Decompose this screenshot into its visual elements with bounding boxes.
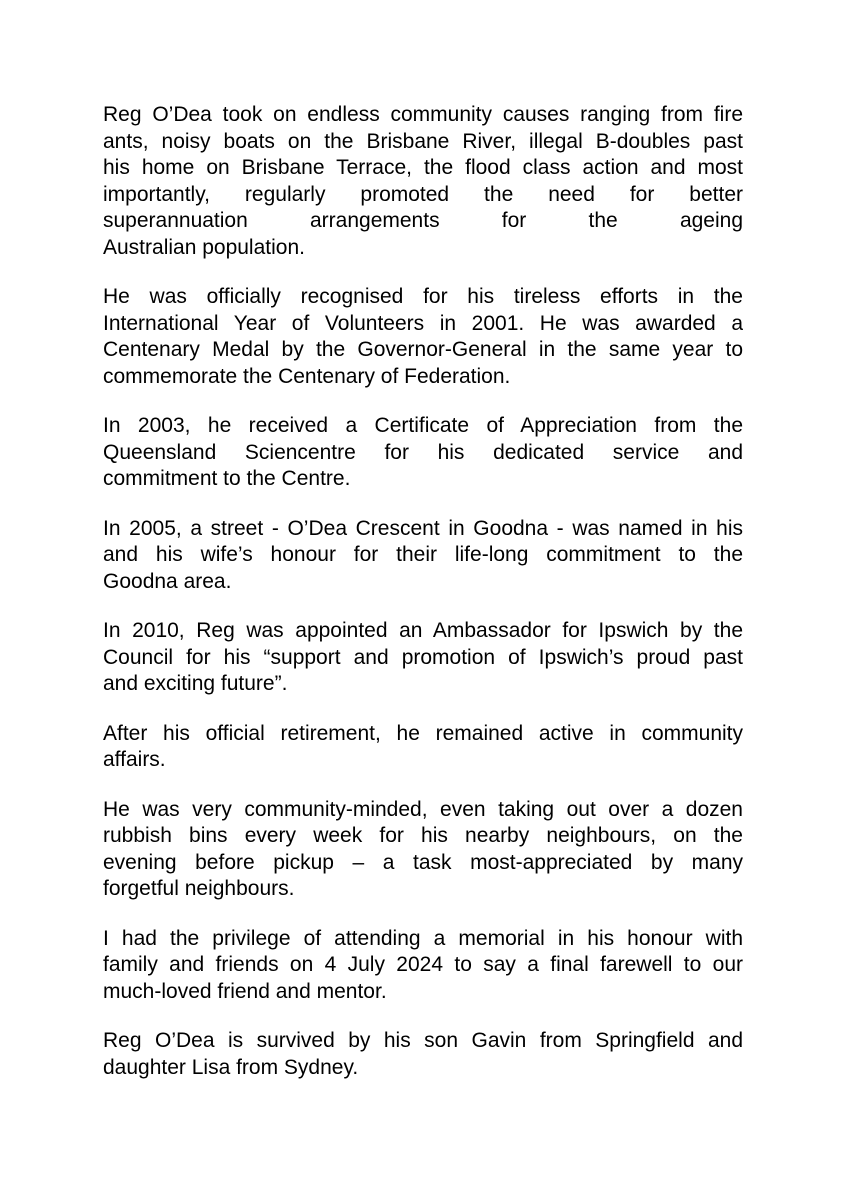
paragraph-line: daughter Lisa from Sydney. (103, 1055, 359, 1079)
paragraph (103, 516, 743, 596)
paragraph-line: Reg O’Dea took on endless community causes ranging from fire (103, 103, 743, 126)
paragraph-line: his home on Brisbane Terrace, the flood class action and most (103, 156, 743, 179)
paragraph (103, 618, 743, 698)
document-body (103, 102, 743, 1104)
paragraph-line: International Year of Volunteers in 2001. He was awarded a (103, 311, 743, 335)
paragraph-line: and his wife’s honour for their life-long commitment to the (103, 543, 743, 566)
paragraph (103, 284, 743, 390)
paragraph (103, 413, 743, 493)
paragraph-line: In 2010, Reg was appointed an Ambassador for Ipswich by the (103, 619, 743, 642)
paragraph-line: After his official retirement, he remained active in community (103, 721, 743, 745)
paragraph (103, 721, 743, 774)
paragraph-line: affairs. (103, 748, 166, 771)
paragraph-line: Goodna area. (103, 569, 232, 593)
paragraph (103, 926, 743, 1006)
paragraph-line: and exciting future”. (103, 672, 288, 695)
paragraph-line: commemorate the Centenary of Federation. (103, 364, 511, 388)
paragraph-line: Centenary Medal by the Governor-General in the same year to (103, 338, 743, 361)
paragraph-line: much-loved friend and mentor. (103, 979, 387, 1003)
paragraph-line: Reg O’Dea is survived by his son Gavin from Springfield and (103, 1029, 743, 1052)
paragraph-line: superannuation arrangements for the ageing (103, 209, 743, 232)
paragraph-line: ants, noisy boats on the Brisbane River, illegal B-doubles past (103, 129, 743, 153)
paragraph-line: evening before pickup – a task most-appreciated by many (103, 850, 743, 874)
paragraph-line: I had the privilege of attending a memorial in his honour with (103, 926, 743, 950)
paragraph-line: family and friends on 4 July 2024 to say a final farewell to our (103, 953, 743, 976)
paragraph (103, 797, 743, 903)
paragraph-line: importantly, regularly promoted the need for better (103, 182, 743, 206)
paragraph-line: In 2003, he received a Certificate of Appreciation from the (103, 414, 743, 437)
paragraph-line: In 2005, a street - O’Dea Crescent in Goodna - was named in his (103, 516, 743, 540)
paragraph-line: rubbish bins every week for his nearby neighbours, on the (103, 824, 743, 847)
paragraph-line: Australian population. (103, 235, 305, 259)
paragraph-line: Council for his “support and promotion of Ipswich’s proud past (103, 645, 743, 669)
paragraph-line: Queensland Sciencentre for his dedicated service and (103, 440, 743, 464)
paragraph-line: He was very community-minded, even taking out over a dozen (103, 797, 743, 821)
paragraph (103, 1028, 743, 1081)
paragraph-line: commitment to the Centre. (103, 467, 351, 490)
paragraph-line: He was officially recognised for his tireless efforts in the (103, 285, 743, 308)
paragraph (103, 102, 743, 261)
paragraph-line: forgetful neighbours. (103, 877, 295, 900)
